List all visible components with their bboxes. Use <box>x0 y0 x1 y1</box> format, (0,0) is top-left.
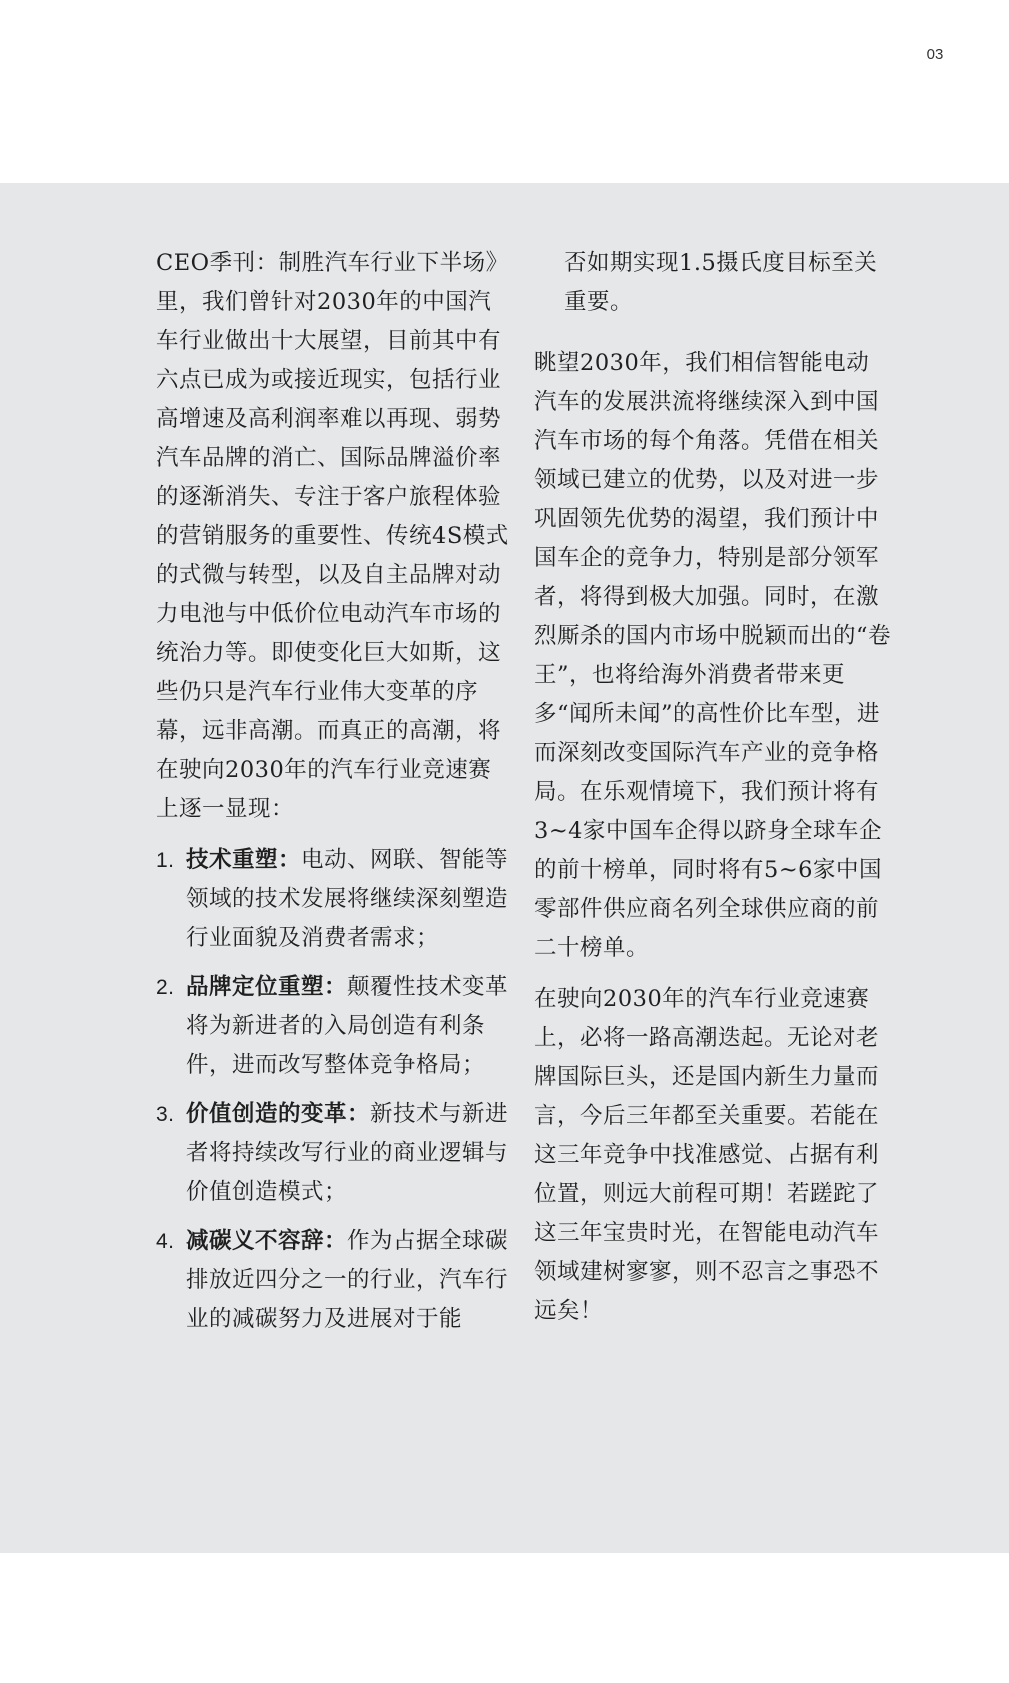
list-item <box>156 841 514 958</box>
list-number: 3. <box>156 1103 175 1126</box>
list-term: 减碳义不容辞： <box>186 1228 348 1254</box>
list-item <box>156 968 514 1085</box>
list-description: 作为占据全球碳排放近四分之一的行业，汽车行业的减碳努力及进展对于能 <box>186 1228 509 1332</box>
list-item-text <box>186 1095 514 1212</box>
list-term: 品牌定位重塑： <box>186 974 348 1000</box>
list-number: 4. <box>156 1230 175 1253</box>
list-term: 技术重塑： <box>186 847 302 873</box>
outlook-paragraph: 眺望2030年，我们相信智能电动汽车的发展洪流将继续深入到中国汽车市场的每个角落。凭借在相关领域已建立的优势，以及对进一步巩固领先优势的渴望，我们预计中国车企的竞争力，特别是部分领军者，将得到极大加强。同时，在激烈厮杀的国内市场中脱颖而出的“卷王”，也将给海外消费者带来更多“闻所未闻”的高性价比车型，进而深刻改变国际汽车产业的竞争格局。在乐观情境下，我们预计将有3~4家中国车企得以跻身全球车企的前十榜单，同时将有5~6家中国零部件供应商名列全球供应商的前二十榜单。 <box>534 350 892 961</box>
list-item <box>156 1222 514 1339</box>
intro-paragraph: CEO季刊：制胜汽车行业下半场》里，我们曾针对2030年的中国汽车行业做出十大展望，目前其中有六点已成为或接近现实，包括行业高增速及高利润率难以再现、弱势汽车品牌的消亡、国际品牌溢价率的逐渐消失、专注于客户旅程体验的营销服务的重要性、传统4S模式的式微与转型，以及自主品牌对动力电池与中低价位电动汽车市场的统治力等。即使变化巨大如斯，这些仍只是汽车行业伟大变革的序幕，远非高潮。而真正的高潮，将在驶向2030年的汽车行业竞速赛上逐一显现： <box>156 250 509 822</box>
right-column <box>534 244 892 1343</box>
list-item-text <box>186 968 514 1085</box>
left-column <box>156 244 514 1349</box>
list-number: 1. <box>156 849 175 872</box>
list-item-continuation: 否如期实现1.5摄氏度目标至关重要。 <box>564 250 878 315</box>
list-description: 新技术与新进者将持续改写行业的商业逻辑与价值创造模式； <box>186 1101 509 1205</box>
list-number: 2. <box>156 976 175 999</box>
list-item <box>156 1095 514 1212</box>
outlook-list <box>156 841 514 1339</box>
list-description: 颠覆性技术变革将为新进者的入局创造有利条件，进而改写整体竞争格局； <box>186 974 509 1078</box>
list-description: 电动、网联、智能等领域的技术发展将继续深刻塑造行业面貌及消费者需求； <box>186 847 509 951</box>
list-item-text <box>186 841 514 958</box>
list-item-text <box>186 1222 514 1339</box>
list-term: 价值创造的变革： <box>186 1101 371 1127</box>
closing-paragraph: 在驶向2030年的汽车行业竞速赛上，必将一路高潮迭起。无论对老牌国际巨头，还是国内新生力量而言，今后三年都至关重要。若能在这三年竞争中找准感觉、占据有利位置，则远大前程可期！若蹉跎了这三年宝贵时光，在智能电动汽车领域建树寥寥，则不忍言之事恐不远矣！ <box>534 986 880 1324</box>
page-number: 03 <box>926 46 944 63</box>
